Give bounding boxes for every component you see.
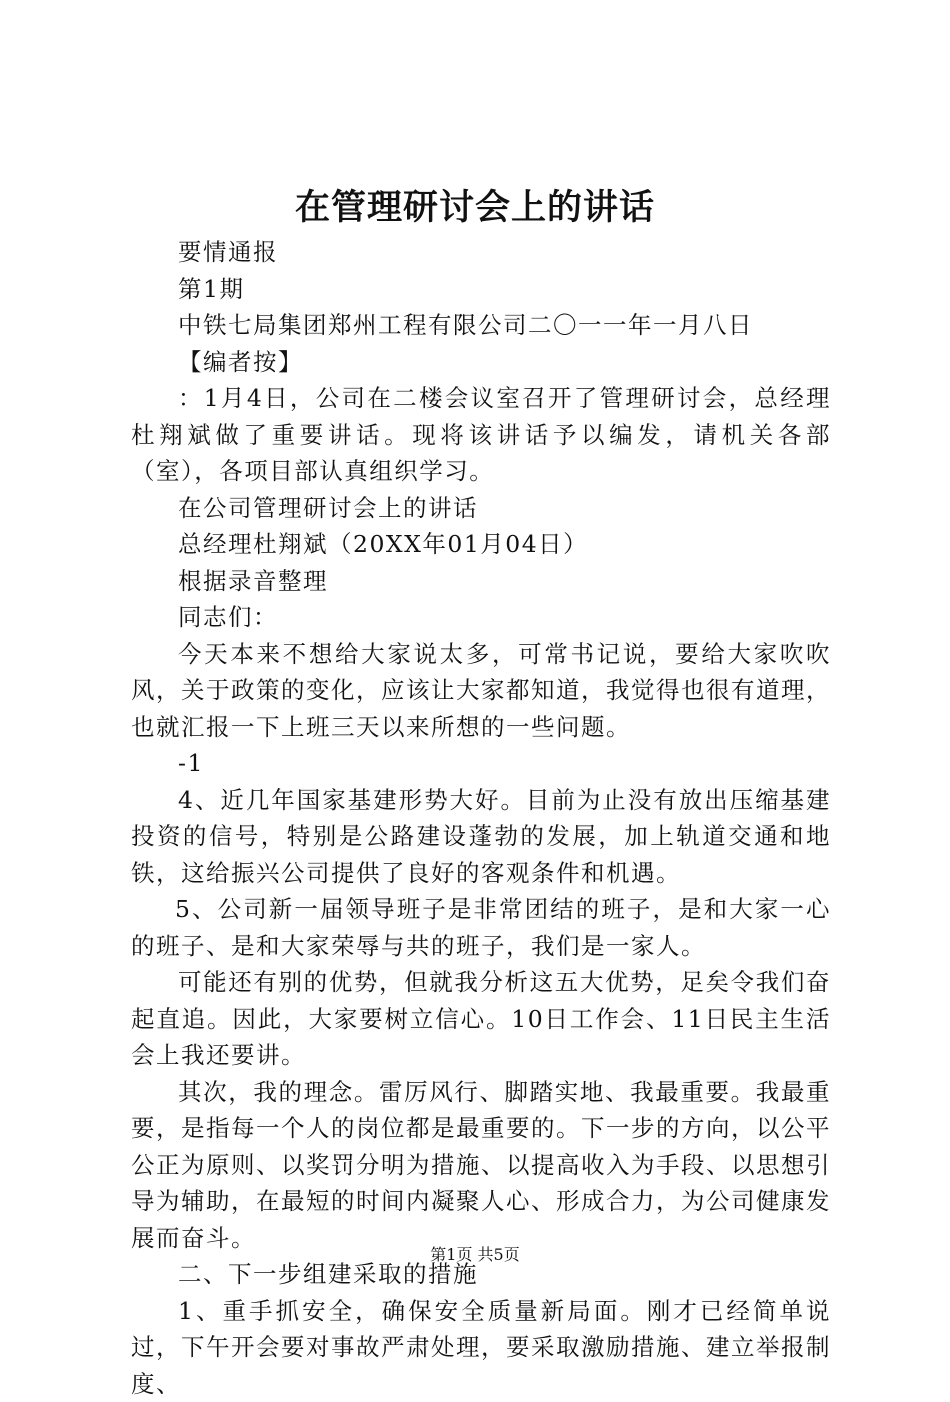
paragraph-point-5: 5、公司新一届领导班子是非常团结的班子，是和大家一心的班子、是和大家荣辱与共的班子，我们是一家人。 (131, 891, 831, 964)
document-body (131, 234, 831, 1402)
paragraph-section-heading: 二、下一步组建采取的措施 (131, 1256, 831, 1293)
paragraph-speech-title: 在公司管理研讨会上的讲话 (131, 490, 831, 527)
paragraph-measure-1: 1、重手抓安全，确保安全质量新局面。刚才已经简单说过，下午开会要对事故严肃处理，要采取激励措施、建立举报制度、 (131, 1293, 831, 1402)
paragraph-salutation: 同志们： (131, 599, 831, 636)
paragraph-publisher-date: 中铁七局集团郑州工程有限公司二〇一一年一月八日 (131, 307, 831, 344)
paragraph-speaker: 总经理杜翔斌（20XX年01月04日） (131, 526, 831, 563)
paragraph-advantages: 可能还有别的优势，但就我分析这五大优势，足矣令我们奋起直追。因此，大家要树立信心。10日工作会、11日民主生活会上我还要讲。 (131, 964, 831, 1074)
paragraph-opening: 今天本来不想给大家说太多，可常书记说，要给大家吹吹风，关于政策的变化，应该让大家都知道，我觉得也很有道理，也就汇报一下上班三天以来所想的一些问题。 (131, 636, 831, 746)
page-footer: 第1页 共5页 (0, 1244, 950, 1266)
paragraph-source-note: 根据录音整理 (131, 563, 831, 600)
paragraph-bulletin-name: 要情通报 (131, 234, 831, 271)
paragraph-marker: -1 (131, 745, 831, 782)
paragraph-editor-note-heading: 【编者按】 (131, 344, 831, 381)
paragraph-philosophy: 其次，我的理念。雷厉风行、脚踏实地、我最重要。我最重要，是指每一个人的岗位都是最重要的。下一步的方向，以公平公正为原则、以奖罚分明为措施、以提高收入为手段、以思想引导为辅助，在最短的时间内凝聚人心、形成合力，为公司健康发展而奋斗。 (131, 1074, 831, 1257)
paragraph-editor-note: ：1月4日，公司在二楼会议室召开了管理研讨会，总经理杜翔斌做了重要讲话。现将该讲话予以编发，请机关各部（室），各项目部认真组织学习。 (131, 380, 831, 490)
paragraph-point-4: 4、近几年国家基建形势大好。目前为止没有放出压缩基建投资的信号，特别是公路建设蓬勃的发展，加上轨道交通和地铁，这给振兴公司提供了良好的客观条件和机遇。 (131, 782, 831, 892)
document-title: 在管理研讨会上的讲话 (0, 183, 950, 233)
paragraph-issue-number: 第1期 (131, 271, 831, 308)
